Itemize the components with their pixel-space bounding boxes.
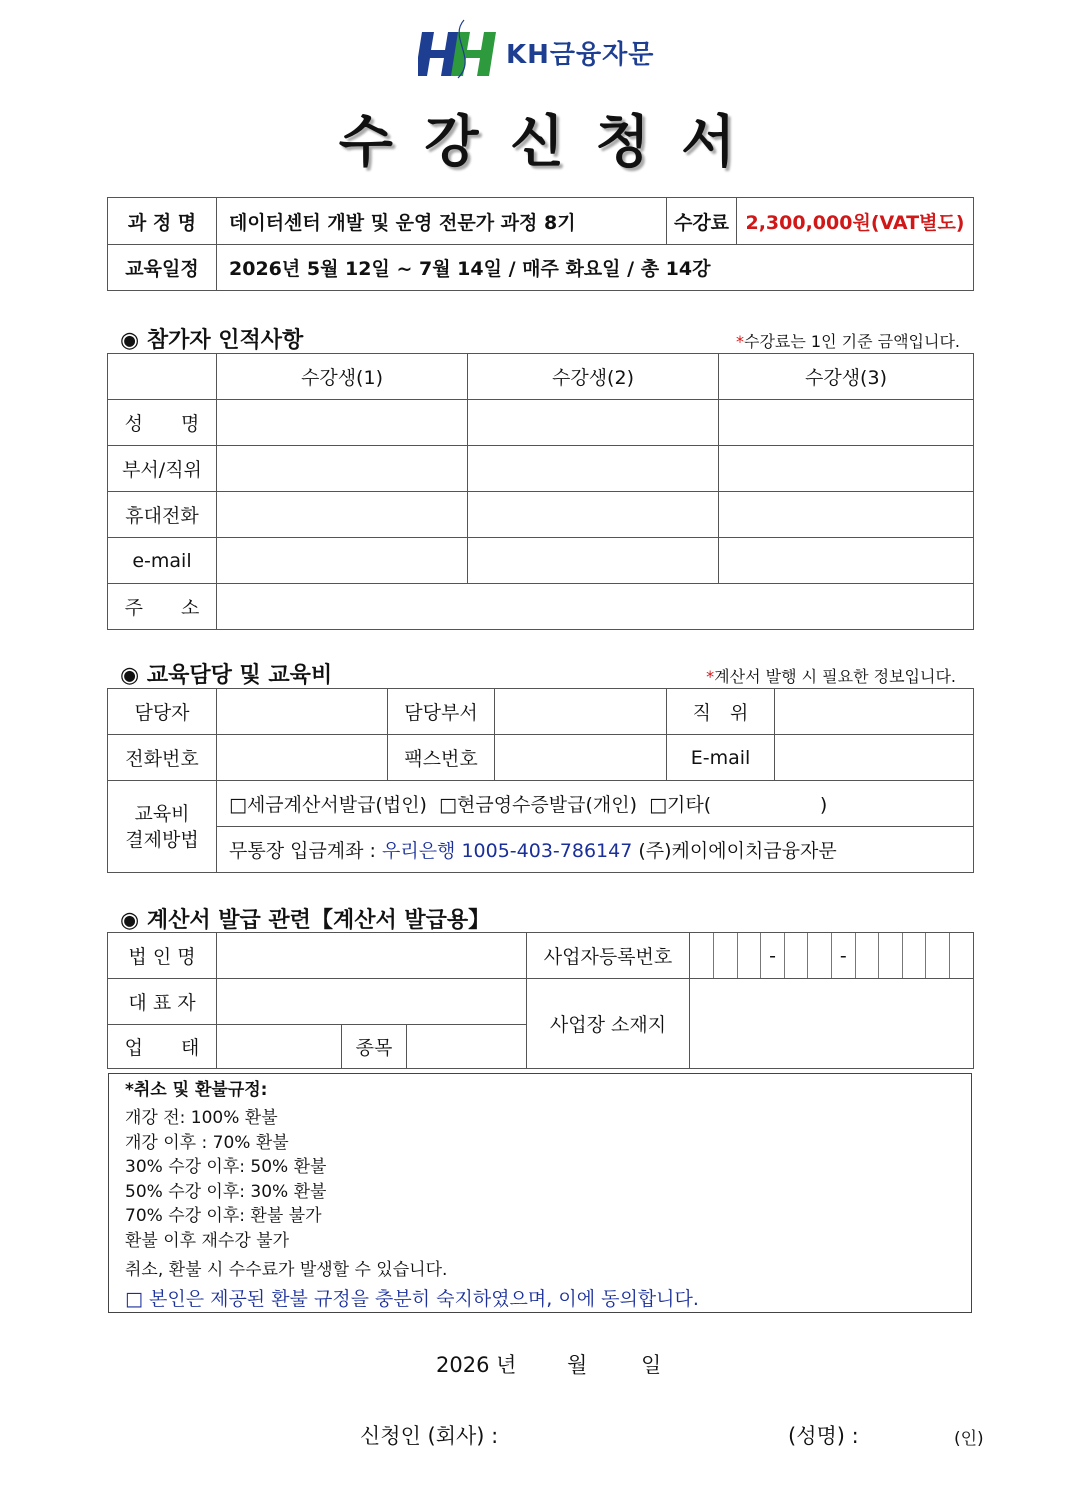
applicant-company-label: 신청인 (회사) : <box>360 1424 499 1448</box>
fax-field[interactable] <box>495 735 667 781</box>
biz-item-field[interactable] <box>407 1025 527 1069</box>
date-month: 월 <box>567 1353 588 1377</box>
refund-line: 30% 수강 이후: 50% 환불 <box>125 1157 327 1177</box>
education-note-text: 계산서 발행 시 필요한 정보입니다. <box>714 667 956 686</box>
student3-email-field[interactable] <box>719 538 974 584</box>
seal-label: (인) <box>954 1429 984 1449</box>
column-header: 수강생(3) <box>719 354 974 400</box>
position-label: 직 위 <box>667 689 775 735</box>
student3-phone-field[interactable] <box>719 492 974 538</box>
biz-no-box[interactable] <box>855 933 879 978</box>
refund-policy-box <box>108 1073 972 1313</box>
row-label-email: e-mail <box>108 538 217 584</box>
note-star: * <box>706 667 715 686</box>
row-label-name: 성 명 <box>108 400 217 446</box>
biz-no-box[interactable] <box>926 933 950 978</box>
biz-type-field[interactable] <box>217 1025 342 1069</box>
fee-label: 수강료 <box>667 198 737 245</box>
date-day: 일 <box>641 1353 662 1377</box>
education-note <box>706 664 956 687</box>
address-label: 사업장 소재지 <box>527 979 690 1069</box>
page-title: 수 강 신 청 서 <box>338 110 742 175</box>
schedule-value: 2026년 5월 12일 ~ 7월 14일 / 매주 화요일 / 총 14강 <box>217 245 974 291</box>
ceo-field[interactable] <box>217 979 527 1025</box>
biz-no-box[interactable] <box>879 933 903 978</box>
course-info-table <box>107 197 974 291</box>
biz-no-box[interactable] <box>714 933 738 978</box>
refund-title: *취소 및 환불규정: <box>125 1080 268 1100</box>
refund-line: 70% 수강 이후: 환불 불가 <box>125 1206 322 1226</box>
biz-no-box[interactable] <box>902 933 926 978</box>
logo-mark-icon <box>418 18 500 80</box>
logo-company-name: KH금융자문 <box>506 40 655 70</box>
manager-field[interactable] <box>217 689 388 735</box>
student1-phone-field[interactable] <box>217 492 468 538</box>
manager-label: 담당자 <box>108 689 217 735</box>
invoice-section-title: ◉ 계산서 발급 관련【계산서 발급용】 <box>120 908 491 933</box>
refund-line: 개강 이후 : 70% 환불 <box>125 1133 289 1153</box>
student2-email-field[interactable] <box>468 538 719 584</box>
biz-item-label: 종목 <box>342 1025 407 1069</box>
participants-note-text: 수강료는 1인 기준 금액입니다. <box>744 332 960 351</box>
biz-no-box[interactable] <box>737 933 761 978</box>
student2-name-field[interactable] <box>468 400 719 446</box>
company-logo <box>418 18 688 80</box>
participants-table <box>107 353 974 630</box>
payment-label-line1: 교육비 <box>134 802 190 825</box>
biz-address-field[interactable] <box>690 979 974 1069</box>
row-label-phone: 휴대전화 <box>108 492 217 538</box>
biz-no-box[interactable] <box>808 933 832 978</box>
biz-no-dash: - <box>831 933 855 978</box>
account-info <box>217 827 974 873</box>
dept-label: 담당부서 <box>388 689 495 735</box>
biz-no-box[interactable] <box>690 933 714 978</box>
refund-line: 취소, 환불 시 수수료가 발생할 수 있습니다. <box>125 1260 448 1280</box>
address-field[interactable] <box>217 584 974 630</box>
student3-dept-field[interactable] <box>719 446 974 492</box>
corp-name-label: 법 인 명 <box>108 933 217 979</box>
biz-no-label: 사업자등록번호 <box>527 933 690 979</box>
refund-line: 50% 수강 이후: 30% 환불 <box>125 1182 327 1202</box>
participants-note <box>736 329 960 352</box>
student1-email-field[interactable] <box>217 538 468 584</box>
refund-line: 환불 이후 재수강 불가 <box>125 1231 290 1251</box>
phone-field[interactable] <box>217 735 388 781</box>
corp-name-field[interactable] <box>217 933 527 979</box>
applicant-name-label: (성명) : <box>788 1424 859 1448</box>
schedule-label: 교육일정 <box>108 245 217 291</box>
payment-options[interactable]: □세금계산서발급(법인) □현금영수증발급(개인) □기타( ) <box>217 781 974 827</box>
email-field[interactable] <box>775 735 974 781</box>
student1-dept-field[interactable] <box>217 446 468 492</box>
course-name-label: 과 정 명 <box>108 198 217 245</box>
payment-label-line2: 결제방법 <box>125 828 199 851</box>
refund-agree-checkbox[interactable]: □ 본인은 제공된 환불 규정을 충분히 숙지하였으며, 이에 동의합니다. <box>125 1288 699 1310</box>
student2-phone-field[interactable] <box>468 492 719 538</box>
fax-label: 팩스번호 <box>388 735 495 781</box>
student1-name-field[interactable] <box>217 400 468 446</box>
column-header: 수강생(1) <box>217 354 468 400</box>
column-header: 수강생(2) <box>468 354 719 400</box>
note-star: * <box>736 332 744 351</box>
biz-no-boxes <box>690 933 973 978</box>
education-section-title: ◉ 교육담당 및 교육비 <box>120 663 333 688</box>
biz-no-box[interactable] <box>784 933 808 978</box>
biz-type-label: 업 태 <box>108 1025 217 1069</box>
row-label-address: 주 소 <box>108 584 217 630</box>
fee-value: 2,300,000원(VAT별도) <box>737 198 974 245</box>
participants-corner-cell <box>108 354 217 400</box>
email-label: E-mail <box>667 735 775 781</box>
row-label-dept: 부서/직위 <box>108 446 217 492</box>
participants-section-title: ◉ 참가자 인적사항 <box>120 328 304 353</box>
account-prefix: 무통장 입금계좌 : <box>229 840 382 862</box>
ceo-label: 대 표 자 <box>108 979 217 1025</box>
biz-no-dash: - <box>761 933 785 978</box>
education-table <box>107 688 974 873</box>
biz-no-field[interactable] <box>690 933 974 979</box>
biz-no-box[interactable] <box>949 933 973 978</box>
course-name-value: 데이터센터 개발 및 운영 전문가 과정 8기 <box>217 198 667 245</box>
invoice-table <box>107 932 974 1069</box>
phone-label: 전화번호 <box>108 735 217 781</box>
position-field[interactable] <box>775 689 974 735</box>
dept-field[interactable] <box>495 689 667 735</box>
account-bank: 우리은행 1005-403-786147 <box>382 840 633 862</box>
payment-label <box>108 781 217 873</box>
account-holder: (주)케이에이치금융자문 <box>632 840 837 862</box>
date-year: 2026 년 <box>436 1353 517 1377</box>
refund-line: 개강 전: 100% 환불 <box>125 1108 278 1128</box>
student3-name-field[interactable] <box>719 400 974 446</box>
student2-dept-field[interactable] <box>468 446 719 492</box>
